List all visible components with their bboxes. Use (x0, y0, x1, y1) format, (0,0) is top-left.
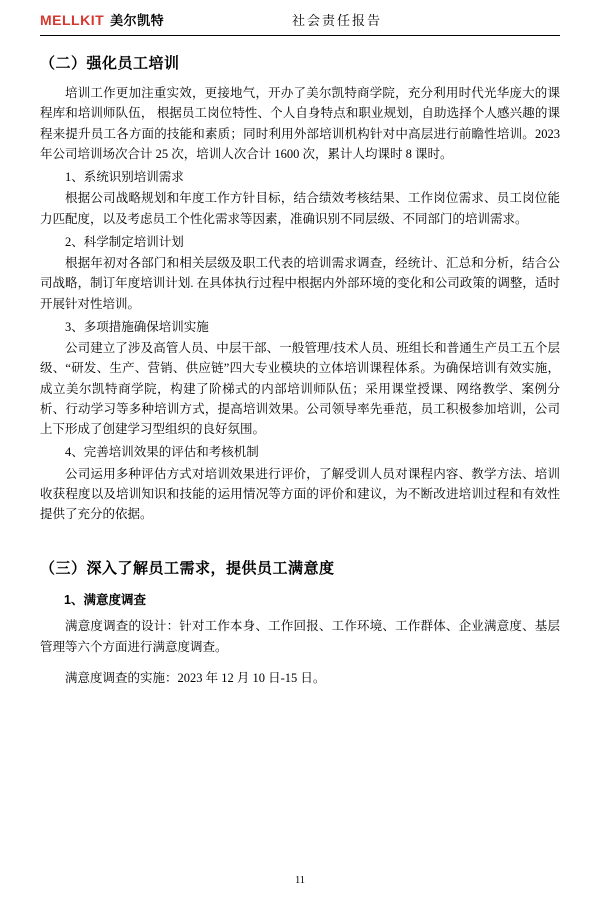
brand-name-en: MELLKIT (40, 12, 105, 28)
page-footer (0, 875, 600, 886)
document-title: 社会责任报告 (292, 13, 383, 28)
paragraph-identify-needs: 根据公司战略规划和年度工作方针目标，结合绩效考核结果、工作岗位需求、员工岗位能力匹配度，以及考虑员工个性化需求等因素，准确识别不同层级、不同部门的培训需求。 (40, 191, 560, 226)
list-item-evaluate-title: 4、完善培训效果的评估和考核机制 (65, 445, 259, 460)
paragraph-spacer (40, 660, 560, 668)
section-heading-satisfaction: （三）深入了解员工需求，提供员工满意度 (40, 560, 335, 578)
header-divider (40, 35, 560, 36)
list-item-implement-title: 3、多项措施确保培训实施 (65, 319, 209, 334)
page-number: 11 (294, 875, 306, 886)
brand-logo (40, 10, 164, 29)
paragraph-evaluate: 公司运用多种评估方式对培训效果进行评价，了解受训人员对课程内容、教学方法、培训收获程度以及培训知识和技能的运用情况等方面的评价和建议，为不断改进培训过程和有效性提供了充分的依据。 (40, 466, 560, 521)
section-heading-training: （二）强化员工培训 (40, 55, 180, 72)
page-header (40, 0, 560, 33)
paragraph-training-intro: 培训工作更加注重实效，更接地气，开办了美尔凯特商学院，充分利用时代光华庞大的课程库和培训师队伍， 根据员工岗位特性、个人自身特点和职业规划，自助选择个人感兴趣的课程来提升员工各方面的技能和素质；同时利用外部培训机构针对中高层进行前瞻性培训。2023 年公司培训场次合计 25 次，培训人次合计 1600 次，累计人均课时 8 课时。 (40, 86, 560, 161)
brand-name-cn: 美尔凯特 (110, 13, 165, 28)
paragraph-survey-implementation: 满意度调查的实施：2023 年 12 月 10 日-15 日。 (65, 670, 326, 685)
list-item-plan-title: 2、科学制定培训计划 (65, 234, 184, 249)
list-item-identify-needs-title: 1、系统识别培训需求 (65, 170, 184, 184)
sub-heading-satisfaction-survey: 1、满意度调查 (64, 593, 146, 608)
paragraph-survey-design: 满意度调查的设计：针对工作本身、工作回报、工作环境、工作群体、企业满意度、基层管理等六个方面进行满意度调查。 (40, 619, 560, 654)
paragraph-implement: 公司建立了涉及高管人员、中层干部、一般管理/技术人员、班组长和普通生产员工五个层级、“研发、生产、营销、供应链”四大专业模块的立体培训课程体系。为确保培训有效实施，成立美尔凯特商学院，构建了阶梯式的内部培训师队伍；采用课堂授课、网络教学、案例分析、行动学习等多种培训方式，提高培训效果。公司领导率先垂范，员工积极参加培训，公司上下形成了创建学习型组织的良好氛围。 (40, 341, 560, 436)
section-spacer (40, 527, 560, 541)
paragraph-plan: 根据年初对各部门和相关层级及职工代表的培训需求调查，经统计、汇总和分析，结合公司战略，制订年度培训计划. 在具体执行过程中根据内外部环境的变化和公司政策的调整，适时开展针对性培训。 (40, 256, 560, 311)
